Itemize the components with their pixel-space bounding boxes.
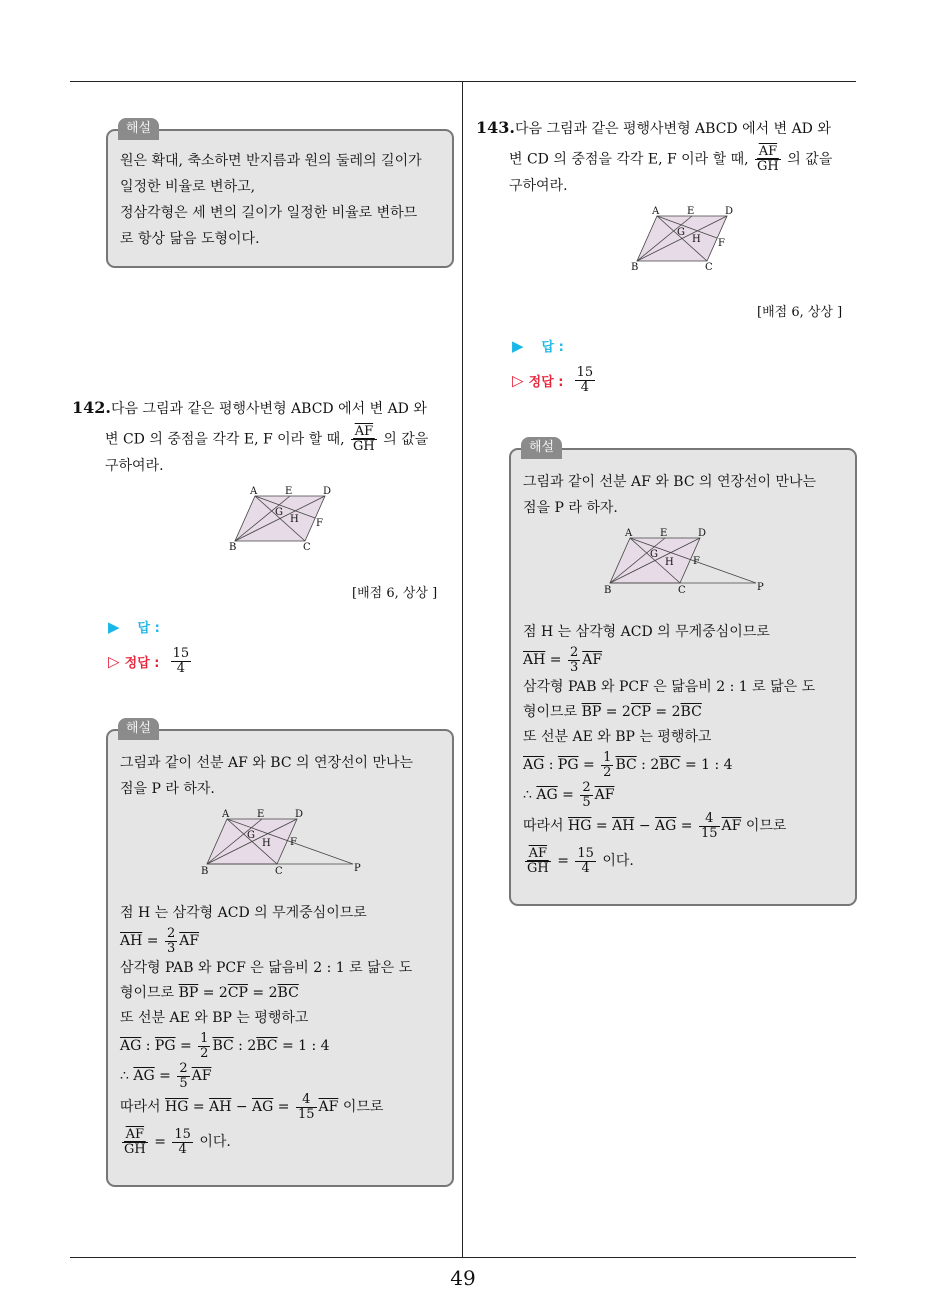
svg-text:P: P bbox=[757, 582, 764, 593]
svg-text:A: A bbox=[222, 809, 230, 820]
svg-text:G: G bbox=[275, 507, 283, 518]
correct-fraction: $\frac{15}{4}$ bbox=[172, 646, 190, 676]
svg-text:G: G bbox=[247, 830, 255, 841]
svg-text:E: E bbox=[687, 206, 695, 217]
explanation-box-141 bbox=[106, 121, 454, 268]
correct-fraction: $\frac{15}{4}$ bbox=[576, 365, 594, 395]
svg-text:B: B bbox=[201, 866, 209, 877]
svg-text:B: B bbox=[631, 262, 639, 273]
problem-143: 143.다음 그림과 같은 평행사변형 ABCD 에서 변 AD 와 변 CD 의 중점을 각각 E, F 이라 할 때, $\frac{\overline{AF}}{GH}$ 의 값을 구하여라. bbox=[476, 118, 833, 194]
svg-text:D: D bbox=[725, 206, 734, 217]
solution-text: 그림과 같이 선분 AF 와 BC 의 연장선이 만나는 점을 P 라 하자. bbox=[523, 474, 817, 516]
svg-text:E: E bbox=[660, 528, 668, 539]
play-arrow-icon: ▶ bbox=[108, 618, 120, 636]
solution-steps: 점 H 는 삼각형 ACD 의 무게중심이므로 $\overline{AH}$ = $\frac{2}{3}$ $\overline{AF}$ 삼각형 PAB 와 PCF 은 닮음비 2 : 1 로 닮은 도 형이므로 $\overline{BP} = 2\overline{CP} = 2\overline{BC}$ 또 선분 AE 와 BP 는 평행하고 $\overline{AG}$ : $\overline{PG}$ = $\frac{1}{2}$ $\overline{BC}$ : $2\overline{BC} = 1$ : 4 ∴ $\overline{AG}$ = $\frac{2}{5}$ $\overline{AF}$ 따라서 $\overline{HG} = \overline{AH} - \overline{AG}$ = $\frac{4}{15}$ $\overline{AF}$ 이므로 $\frac{\overline{AF}}{GH}$ = $\frac{15}{4}$ 이다. bbox=[523, 624, 816, 876]
answer-row-142: ▶ 답 : bbox=[108, 618, 160, 636]
svg-text:H: H bbox=[290, 514, 299, 525]
svg-text:H: H bbox=[262, 838, 271, 849]
svg-text:A: A bbox=[250, 486, 258, 497]
explanation-text: 원은 확대, 축소하면 반지름과 원의 둘레의 길이가 일정한 비율로 변하고, 정삼각형은 세 변의 길이가 일정한 비율로 변하므 로 항상 닮음 도형이다. bbox=[120, 153, 422, 247]
explanation-box-142 bbox=[106, 721, 454, 1187]
svg-text:A: A bbox=[652, 206, 660, 217]
svg-text:F: F bbox=[693, 556, 700, 567]
answer-row-143: ▶ 답 : bbox=[512, 337, 564, 355]
svg-text:D: D bbox=[295, 809, 304, 820]
svg-text:G: G bbox=[677, 227, 685, 238]
svg-text:A: A bbox=[625, 528, 633, 539]
score-143: [배점 6, 상상 ] bbox=[757, 305, 843, 320]
svg-text:F: F bbox=[290, 837, 297, 848]
correct-answer-143: ▷ 정답 : $\frac{15}{4}$ bbox=[512, 365, 594, 395]
svg-text:C: C bbox=[678, 585, 686, 596]
svg-text:C: C bbox=[275, 866, 283, 877]
outline-arrow-icon: ▷ bbox=[512, 371, 524, 390]
parallelogram-figure-142 bbox=[226, 486, 346, 556]
problem-number: 142. bbox=[72, 398, 111, 417]
fraction-af-gh: $\frac{\overline{AF}}{GH}$ bbox=[757, 144, 779, 174]
correct-answer-142: ▷ 정답 : $\frac{15}{4}$ bbox=[108, 646, 190, 676]
svg-text:E: E bbox=[257, 809, 265, 820]
svg-text:B: B bbox=[604, 585, 612, 596]
svg-text:D: D bbox=[698, 528, 707, 539]
extended-figure bbox=[601, 528, 771, 598]
extended-figure bbox=[198, 809, 368, 879]
svg-text:F: F bbox=[316, 518, 323, 529]
explanation-tag: 해설 bbox=[118, 718, 159, 740]
svg-text:B: B bbox=[229, 542, 237, 553]
svg-text:C: C bbox=[705, 262, 713, 273]
column-divider bbox=[462, 82, 463, 1257]
explanation-box-143 bbox=[509, 440, 857, 906]
solution-steps: 점 H 는 삼각형 ACD 의 무게중심이므로 $\overline{AH}$ = $\frac{2}{3}$ $\overline{AF}$ 삼각형 PAB 와 PCF 은 닮음비 2 : 1 로 닮은 도 형이므로 $\overline{BP} = 2\overline{CP} = 2\overline{BC}$ 또 선분 AE 와 BP 는 평행하고 $\overline{AG}$ : $\overline{PG}$ = $\frac{1}{2}$ $\overline{BC}$ : $2\overline{BC} = 1$ : 4 ∴ $\overline{AG}$ = $\frac{2}{5}$ $\overline{AF}$ 따라서 $\overline{HG} = \overline{AH} - \overline{AG}$ = $\frac{4}{15}$ $\overline{AF}$ 이므로 $\frac{\overline{AF}}{GH}$ = $\frac{15}{4}$ 이다. bbox=[120, 905, 413, 1157]
score-142: [배점 6, 상상 ] bbox=[352, 586, 438, 601]
svg-text:P: P bbox=[354, 863, 361, 874]
play-arrow-icon: ▶ bbox=[512, 337, 524, 355]
svg-text:D: D bbox=[323, 486, 332, 497]
svg-text:H: H bbox=[692, 234, 701, 245]
page-number: 49 bbox=[450, 1266, 476, 1290]
explanation-tag: 해설 bbox=[521, 437, 562, 459]
solution-text: 그림과 같이 선분 AF 와 BC 의 연장선이 만나는 점을 P 라 하자. bbox=[120, 755, 414, 797]
bottom-rule bbox=[70, 1257, 856, 1258]
svg-text:H: H bbox=[665, 557, 674, 568]
outline-arrow-icon: ▷ bbox=[108, 652, 120, 671]
svg-text:G: G bbox=[650, 549, 658, 560]
svg-text:F: F bbox=[718, 238, 725, 249]
problem-142: 142.다음 그림과 같은 평행사변형 ABCD 에서 변 AD 와 변 CD 의 중점을 각각 E, F 이라 할 때, $\frac{\overline{AF}}{GH}$ 의 값을 구하여라. bbox=[72, 398, 429, 474]
svg-text:C: C bbox=[303, 542, 311, 553]
explanation-tag: 해설 bbox=[118, 118, 159, 140]
top-rule bbox=[70, 81, 856, 82]
svg-text:E: E bbox=[285, 486, 293, 497]
problem-number: 143. bbox=[476, 118, 515, 137]
parallelogram-figure-143 bbox=[628, 206, 748, 276]
fraction-af-gh: $\frac{\overline{AF}}{GH}$ bbox=[353, 424, 375, 454]
